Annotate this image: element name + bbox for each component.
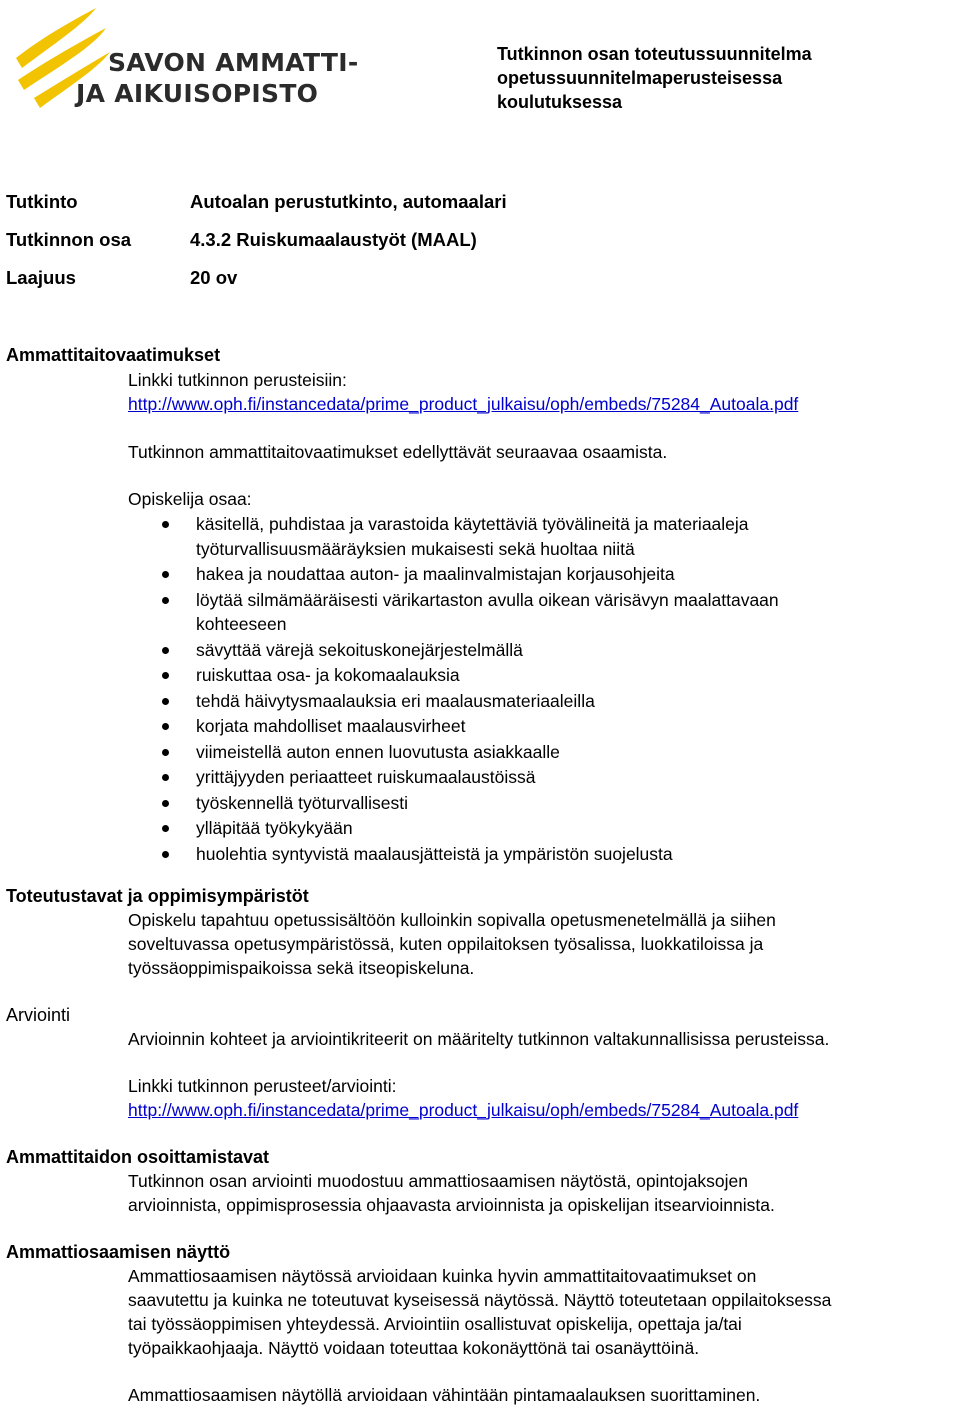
meta-value-degree: Autoalan perustutkinto, automaalari [190, 191, 507, 212]
document-title [497, 42, 937, 114]
list-item: ylläpitää työkykyään [160, 816, 950, 841]
section-heading-requirements: Ammattitaitovaatimukset [6, 345, 221, 365]
bullet-icon [162, 597, 169, 604]
list-item: viimeistellä auton ennen luovutusta asiakkaalle [160, 740, 950, 765]
requirements-link-label: Linkki tutkinnon perusteisiin: [128, 370, 347, 390]
list-item: huolehtia syntyvistä maalausjätteistä ja ympäristön suojelusta [160, 842, 950, 867]
list-item: yrittäjyyden periaatteet ruiskumaalaustöissä [160, 765, 950, 790]
bullet-icon [162, 851, 169, 858]
logo-line-2: JA AIKUISOPISTO [76, 79, 319, 108]
requirements-link[interactable]: http://www.oph.fi/instancedata/prime_product_julkaisu/oph/embeds/75284_Autoala.pdf [128, 394, 799, 414]
section-heading-methods: Toteutustavat ja oppimisympäristöt [6, 886, 309, 906]
meta-label-degree: Tutkinto [6, 191, 78, 212]
title-line: Tutkinnon osan toteutussuunnitelma [497, 44, 812, 64]
assessment-link[interactable]: http://www.oph.fi/instancedata/prime_product_julkaisu/oph/embeds/75284_Autoala.pdf [128, 1100, 799, 1120]
logo [14, 6, 359, 114]
bullet-icon [162, 698, 169, 705]
meta-label-module: Tutkinnon osa [6, 229, 132, 250]
section-heading-assessment: Arviointi [6, 1005, 71, 1025]
section-heading-demonstration: Ammattitaidon osoittamistavat [6, 1147, 270, 1167]
bullet-icon [162, 647, 169, 654]
section-heading-skills-demo: Ammattiosaamisen näyttö [6, 1242, 231, 1262]
list-item: työskennellä työturvallisesti [160, 791, 950, 816]
bullet-icon [162, 800, 169, 807]
assessment-text: Arvioinnin kohteet ja arviointikriteerit on määritelty tutkinnon valtakunnallisissa perusteissa. [128, 1029, 830, 1049]
meta-value-scope: 20 ov [190, 267, 238, 288]
list-item: hakea ja noudattaa auton- ja maalinvalmistajan korjausohjeita [160, 562, 950, 587]
list-item: sävyttää värejä sekoituskonejärjestelmällä [160, 638, 950, 663]
list-item: tehdä häivytysmaalauksia eri maalausmateriaaleilla [160, 689, 950, 714]
list-item: korjata mahdolliset maalausvirheet [160, 714, 950, 739]
bullet-icon [162, 825, 169, 832]
title-line: koulutuksessa [497, 92, 623, 112]
list-item: käsitellä, puhdistaa ja varastoida käytettäviä työvälineitä ja materiaaleja työturvallisuusmääräyksien mukaisesti sekä huoltaa niitä [160, 512, 950, 561]
assessment-link-label: Linkki tutkinnon perusteet/arviointi: [128, 1076, 397, 1096]
skills-demo-final: Ammattiosaamisen näytöllä arvioidaan vähintään pintamaalauksen suorittaminen. [128, 1385, 761, 1405]
bullet-icon [162, 723, 169, 730]
meta-label-scope: Laajuus [6, 267, 76, 288]
list-item: ruiskuttaa osa- ja kokomaalauksia [160, 663, 950, 688]
bullet-icon [162, 672, 169, 679]
logo-line-1: SAVON AMMATTI- [108, 48, 359, 77]
meta-value-module: 4.3.2 Ruiskumaalaustyöt (MAAL) [190, 229, 477, 250]
bullet-icon [162, 571, 169, 578]
list-item: löytää silmämääräisesti värikartaston avulla oikean värisävyn maalattavaan kohteeseen [160, 588, 950, 637]
student-label: Opiskelija osaa: [128, 489, 252, 509]
requirements-intro: Tutkinnon ammattitaitovaatimukset edellyttävät seuraavaa osaamista. [128, 442, 668, 462]
requirements-list [160, 512, 950, 867]
demonstration-text: Tutkinnon osan arviointi muodostuu ammattiosaamisen näytöstä, opintojaksojen arvioinnista, oppimisprosessia ohjaavasta arvioinnista ja opiskelijan itsearvioinnista. [128, 1171, 775, 1215]
bullet-icon [162, 774, 169, 781]
bullet-icon [162, 749, 169, 756]
methods-text: Opiskelu tapahtuu opetussisältöön kulloinkin sopivalla opetusmenetelmällä ja siihen soveltuvassa opetusympäristössä, kuten oppilaitoksen työsalissa, luokkatiloissa ja työssäoppimispaikoissa sekä itseopiskeluna. [128, 910, 776, 978]
bullet-icon [162, 521, 169, 528]
skills-demo-text: Ammattiosaamisen näytössä arvioidaan kuinka hyvin ammattitaitovaatimukset on saavutettu ja kuinka ne toteutuvat kyseisessä näytössä. Näyttö toteutetaan oppilaitoksessa tai työssäoppimisen yhteydessä. Arviointiin osallistuvat opiskelija, opettaja ja/tai työpaikkaohjaaja. Näyttö voidaan toteuttaa kokonäyttönä tai osanäyttöinä. [128, 1266, 832, 1358]
title-line: opetussuunnitelmaperusteisessa [497, 68, 783, 88]
